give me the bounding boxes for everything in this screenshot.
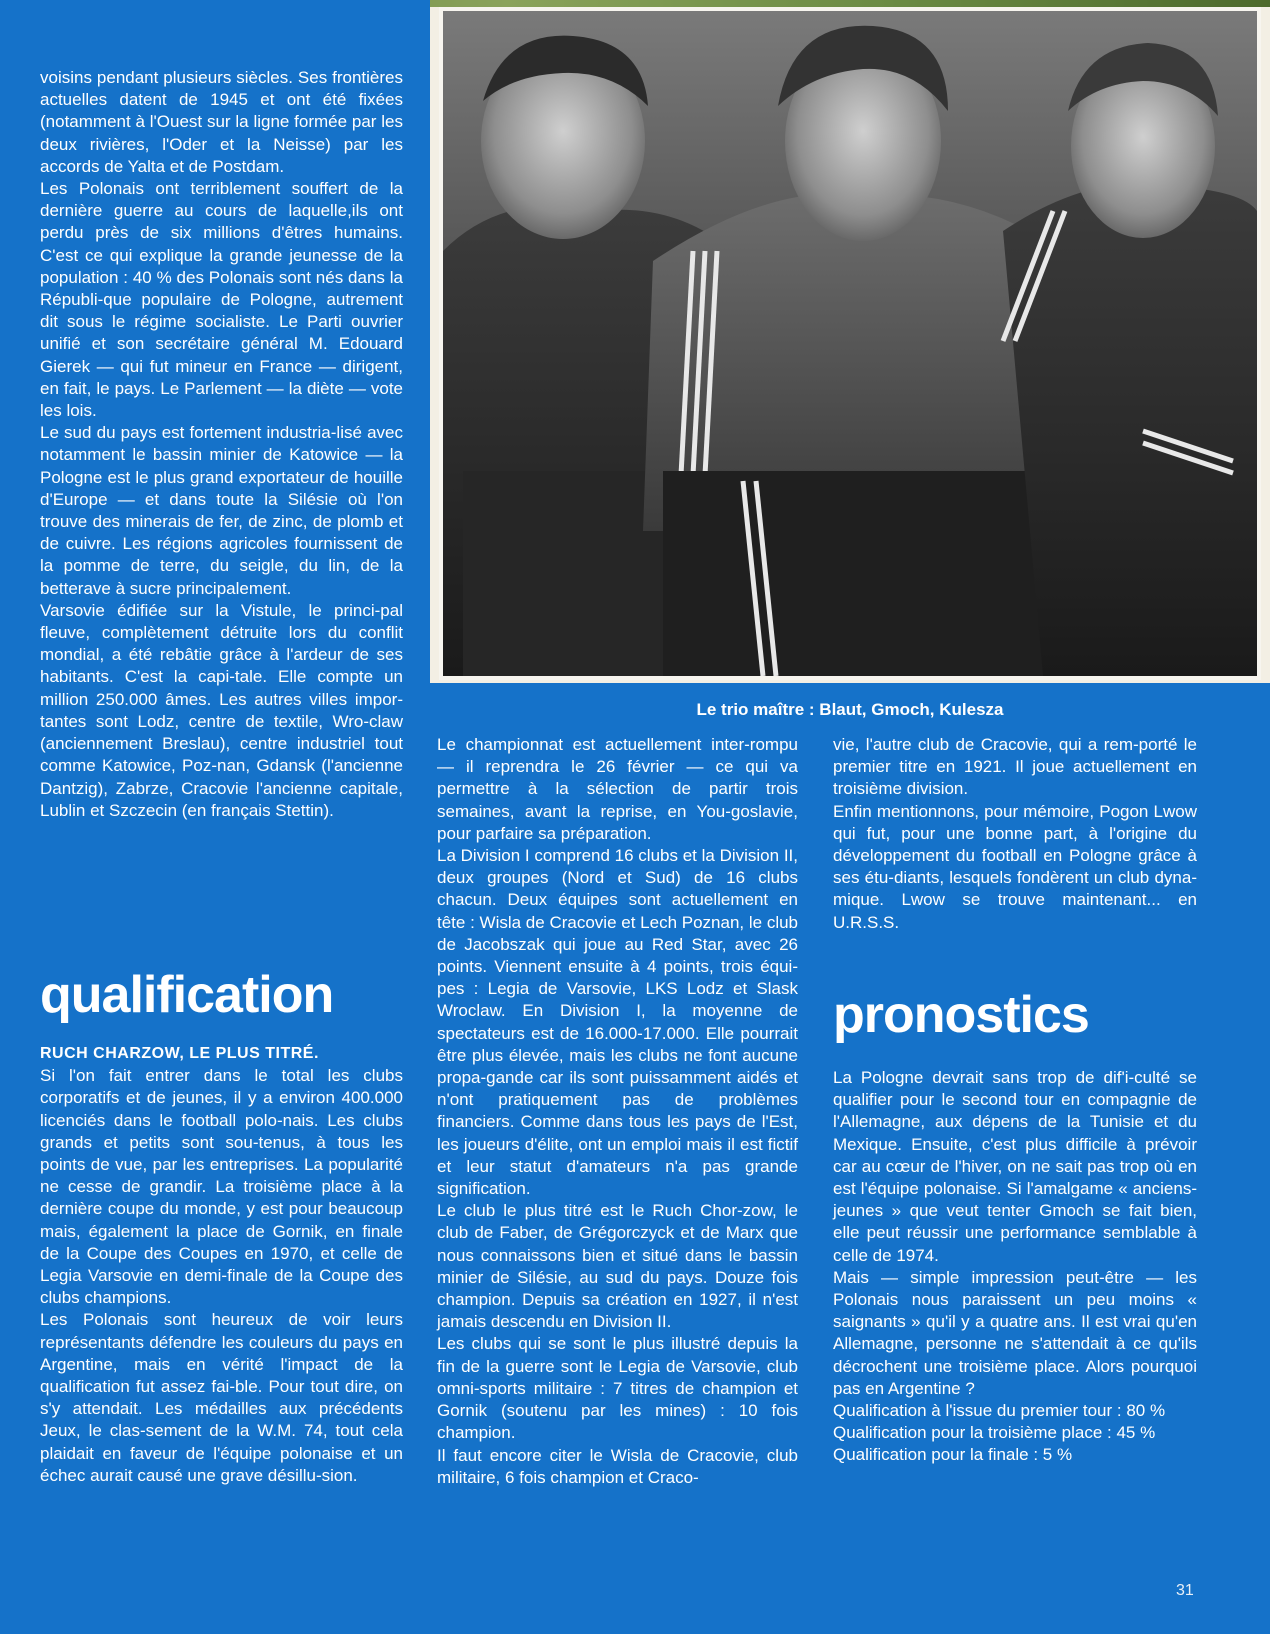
page-number: 31 <box>1176 1582 1194 1599</box>
paragraph: Si l'on fait entrer dans le total les clubs corporatifs et de jeunes, il y a environ 400.000 licenciés dans le football polo-nais. Les clubs grands et petits sont sou-tenus, à tous les points de vue, par les entreprises. La popularité ne cesse de grandir. La troisième place à la dernière coupe du monde, y est pour beaucoup mais, également la place de Gornik, en finale de la Coupe des Coupes en 1970, et celle de Legia Varsovie en demi-finale de la Coupe des clubs champions. <box>40 1066 403 1308</box>
section-heading-qualification: qualification <box>40 966 334 1024</box>
team-coaches-photo <box>439 7 1261 680</box>
paragraph: voisins pendant plusieurs siècles. Ses frontières actuelles datent de 1945 et ont été fixées (notamment à l'Ouest sur la ligne formée par les deux rivières, l'Oder et la Neisse) par les accords de Yalta et de Postdam. <box>40 68 403 176</box>
paragraph: Le club le plus titré est le Ruch Chor-zow, le club de Faber, de Grégorczyck et de Marx que nous connaissons bien et situé dans le bassin minier de Silésie, au sud du pays. Douze fois champion. Depuis sa création en 1927, il n'est jamais descendu en Division II. <box>437 1201 798 1332</box>
paragraph: Qualification à l'issue du premier tour : 80 % <box>833 1401 1166 1421</box>
paragraph: Varsovie édifiée sur la Vistule, le princi-pal fleuve, complètement détruite lors du conflit mondial, a été rebâtie grâce à l'ardeur de ses habitants. C'est la capi-tale. Elle compte un million 250.000 âmes. Les autres villes impor-tantes sont Lodz, centre de textile, Wro-claw (anciennement Breslau), centre industriel tout comme Katowice, Poz-nan, Gdansk (l'ancienne Dantzig), Zabrze, Cracovie l'ancienne capitale, Lublin et Szczecin (en français Stettin). <box>40 600 403 820</box>
column-2 <box>437 734 798 1489</box>
paragraph: Enfin mentionnons, pour mémoire, Pogon Lwow qui fut, pour une bonne part, à l'origine du développement du football en Pologne grâce à ses étu-diants, lesquels fondèrent un club dyna-mique. Lwow se trouve maintenant... en U.R.S.S. <box>833 801 1197 932</box>
coaches-photo-illustration <box>443 11 1257 676</box>
paragraph: vie, l'autre club de Cracovie, qui a rem-porté le premier titre en 1921. Il joue actuellement en troisième division. <box>833 735 1197 799</box>
column-3 <box>833 734 1197 934</box>
photo-caption: Le trio maître : Blaut, Gmoch, Kulesza <box>696 700 1004 719</box>
paragraph: La Division I comprend 16 clubs et la Division II, deux groupes (Nord et Sud) de 16 clubs chacun. Deux équipes sont actuellement en tête : Wisla de Cracovie et Lech Poznan, le club de Jacobszak qui joue au Red Star, avec 26 points. Viennent ensuite à 4 points, trois équi-pes : Legia de Varsovie, LKS Lodz et Slask Wroclaw. En Division I, la moyenne de spectateurs est de 16.000-17.000. Elle pourrait être plus élevée, mais les clubs ne font aucune propa-gande car ils sont puissamment aidés et n'ont pratiquement pas de problèmes financiers. Comme dans tous les pays de l'Est, les joueurs d'élite, ont un emploi mais il est fictif et leur statut d'amateurs n'a pas grande signification. <box>437 846 798 1199</box>
paragraph: La Pologne devrait sans trop de dif'i-culté se qualifier pour le second tour en compagnie de l'Allemagne, aux dépens de la Tunisie et du Mexique. Ensuite, c'est plus difficile à prévoir car au cœur de l'hiver, on ne sait pas trop où en est l'équipe polonaise. Si l'amalgame « anciens-jeunes » que veut tenter Gmoch se fait bien, elle peut réussir une performance semblable à celle de 1974. <box>833 1068 1197 1265</box>
paragraph: Il faut encore citer le Wisla de Cracovie, club militaire, 6 fois champion et Craco- <box>437 1445 798 1487</box>
paragraph: Les clubs qui se sont le plus illustré depuis la fin de la guerre sont le Legia de Varsovie, club omni-sports militaire : 7 titres de champion et Gornik (soutenu par les mines) : 10 fois champion. <box>437 1334 798 1443</box>
column-3-section-2 <box>833 1067 1197 1467</box>
column-1 <box>40 67 403 822</box>
column-1-section-2 <box>40 1043 403 1487</box>
paragraph: Mais — simple impression peut-être — les Polonais nous paraissent un peu moins « saignants » qu'il y a quatre ans. Il est vrai qu'en Allemagne, personne ne s'attendait à ce qu'ils décrochent une troisième place. Alors pourquoi pas en Argentine ? <box>833 1267 1197 1398</box>
section-subheading: RUCH CHARZOW, LE PLUS TITRÉ. <box>40 1045 319 1062</box>
paragraph: Qualification pour la finale : 5 % <box>833 1445 1073 1465</box>
paragraph: Les Polonais ont terriblement souffert de la dernière guerre au cours de laquelle,ils ont perdu près de six millions d'êtres humains. C'est ce qui explique la grande jeunesse de la population : 40 % des Polonais sont nés dans la Républi-que populaire de Pologne, autrement dit sous le régime socialiste. Le Parti ouvrier unifié et son secrétaire général M. Edouard Gierek — qui fut mineur en France — dirigent, en fait, le pays. Le Parlement — la diète — vote les lois. <box>40 179 403 421</box>
paragraph: Les Polonais sont heureux de voir leurs représentants défendre les couleurs du pays en Argentine, mais en vérité l'impact de la qualification fut assez fai-ble. Pour tout dire, on s'y attendait. Les médailles aux précédents Jeux, le clas-sement de la W.M. 74, tout cela plaidait en faveur de l'équipe polonaise et un échec aurait causé une grave désillu-sion. <box>40 1310 403 1485</box>
section-heading-pronostics: pronostics <box>833 986 1089 1044</box>
paragraph: Le championnat est actuellement inter-rompu — il reprendra le 26 février — ce qui va permettre à la sélection de partir trois semaines, avant la reprise, en You-goslavie, pour parfaire sa préparation. <box>437 735 798 843</box>
paragraph: Qualification pour la troisième place : 45 % <box>833 1423 1156 1443</box>
paragraph: Le sud du pays est fortement industria-lisé avec notamment le bassin minier de Katowice — la Pologne est le plus grand exportateur de houille d'Europe — et dans toute la Silésie où l'on trouve des minerais de fer, de zinc, de plomb et de cuivre. Les régions agricoles fournissent de la pomme de terre, du seigle, du lin, de la betterave à sucre principalement. <box>40 423 403 598</box>
